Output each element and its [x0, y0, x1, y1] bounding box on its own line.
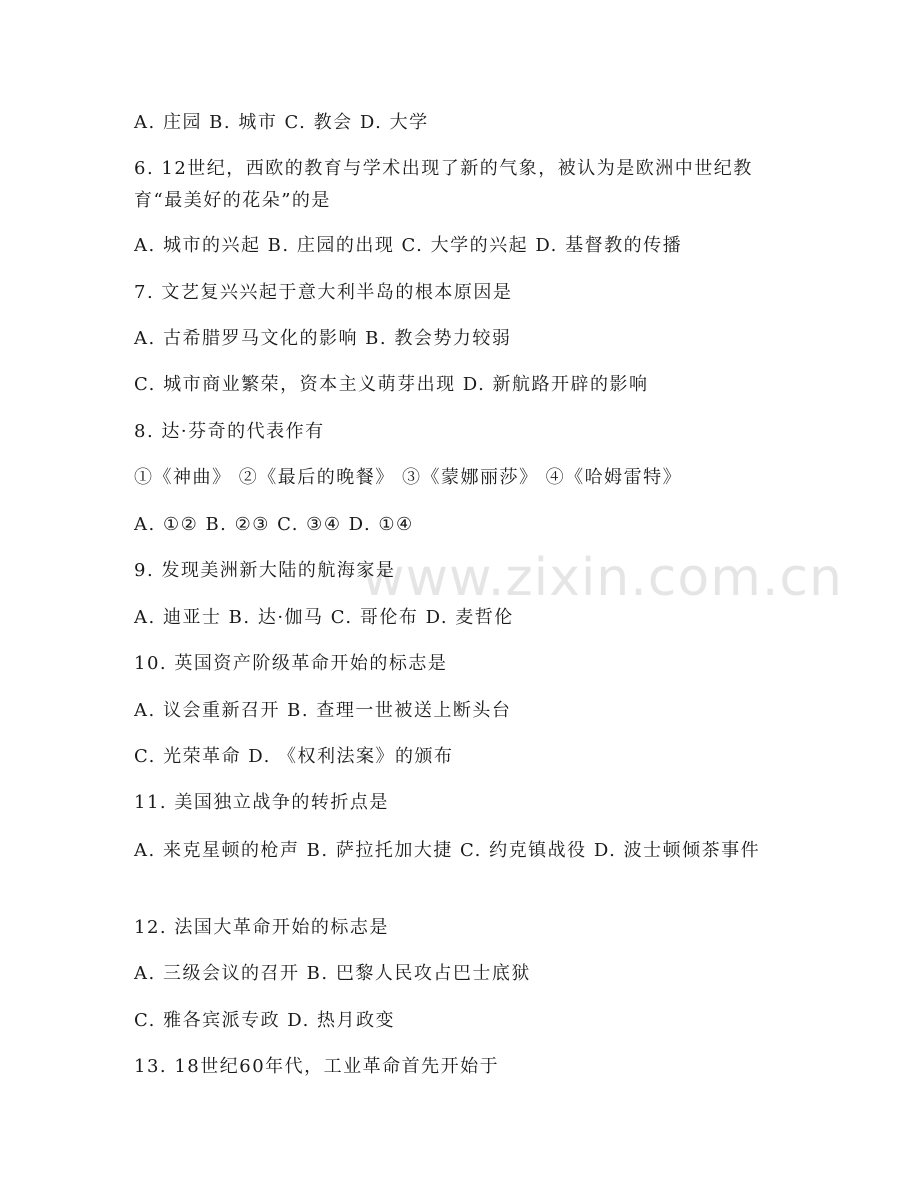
- question-13: 13. 18世纪60年代，工业革命首先开始于: [134, 1056, 500, 1077]
- options-q10-ab: A. 议会重新召开 B. 查理一世被送上断头台: [134, 700, 512, 721]
- question-9: 9. 发现美洲新大陆的航海家是: [134, 560, 396, 581]
- question-12: 12. 法国大革命开始的标志是: [134, 917, 389, 938]
- options-q6: A. 城市的兴起 B. 庄园的出现 C. 大学的兴起 D. 基督教的传播: [134, 235, 683, 256]
- options-q12-cd: C. 雅各宾派专政 D. 热月政变: [134, 1010, 396, 1031]
- options-q11: A. 来克星顿的枪声 B. 萨拉托加大捷 C. 约克镇战役 D. 波士顿倾茶事件: [134, 840, 761, 861]
- options-q12-ab: A. 三级会议的召开 B. 巴黎人民攻占巴士底狱: [134, 963, 531, 984]
- options-q9: A. 迪亚士 B. 达·伽马 C. 哥伦布 D. 麦哲伦: [134, 607, 514, 628]
- question-7: 7. 文艺复兴兴起于意大利半岛的根本原因是: [134, 282, 513, 303]
- question-8: 8. 达·芬奇的代表作有: [134, 421, 325, 442]
- options-q8: A. ①② B. ②③ C. ③④ D. ①④: [134, 514, 414, 535]
- works-list-q8: ①《神曲》 ②《最后的晚餐》 ③《蒙娜丽莎》 ④《哈姆雷特》: [134, 467, 683, 488]
- question-10: 10. 英国资产阶级革命开始的标志是: [134, 653, 448, 674]
- question-11: 11. 美国独立战争的转折点是: [134, 792, 389, 813]
- options-q7-ab: A. 古希腊罗马文化的影响 B. 教会势力较弱: [134, 328, 512, 349]
- question-6: 6. 12世纪，西欧的教育与学术出现了新的气象，被认为是欧洲中世纪教育“最美好的花朵”的是: [134, 158, 753, 211]
- options-q7-cd: C. 城市商业繁荣，资本主义萌芽出现 D. 新航路开辟的影响: [134, 374, 649, 395]
- options-q5: A. 庄园 B. 城市 C. 教会 D. 大学: [134, 112, 429, 133]
- watermark: www.zixin.com.cn: [362, 548, 843, 608]
- options-q10-cd: C. 光荣革命 D. 《权利法案》的颁布: [134, 746, 454, 767]
